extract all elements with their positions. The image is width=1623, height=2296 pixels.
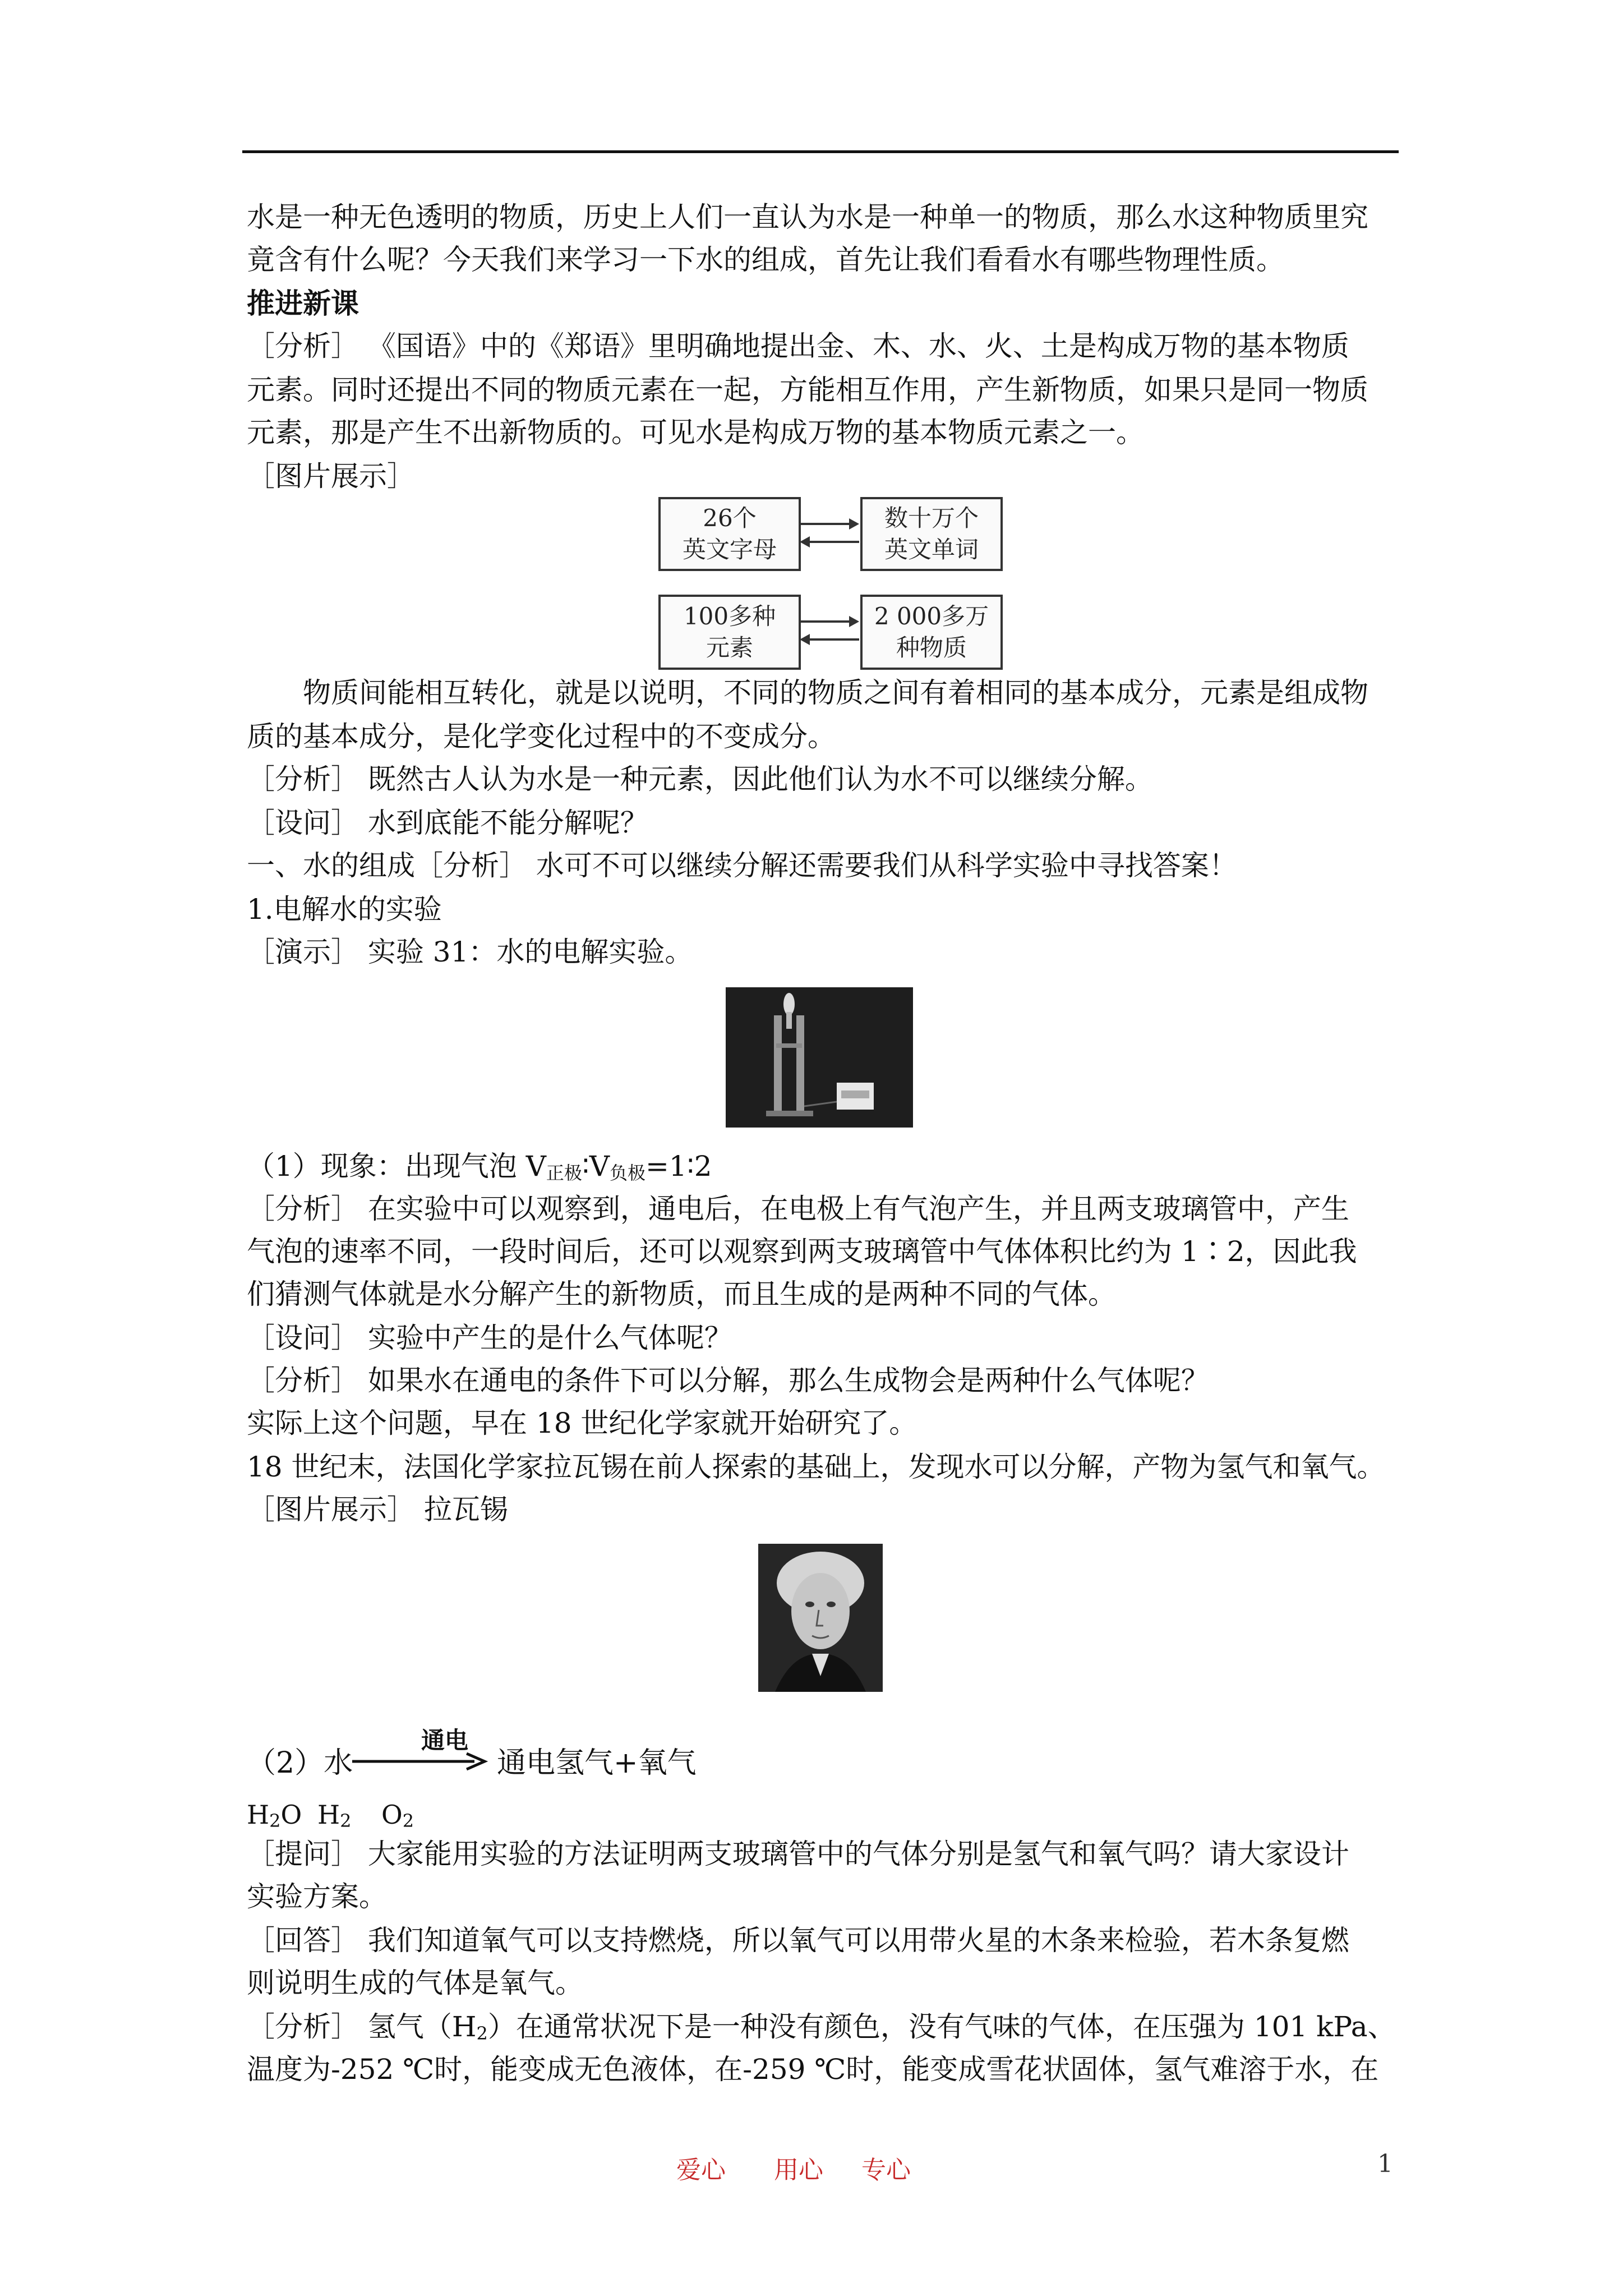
prompt-line-1: ［提问］ 大家能用实验的方法证明两支玻璃管中的气体分别是氢气和氧气吗？请大家设计 <box>247 1838 1349 1870</box>
formula-oxygen-sub: 2 <box>402 1810 414 1832</box>
formula-oxygen-o: O <box>381 1800 403 1830</box>
formula-water-sub: 2 <box>269 1810 281 1832</box>
question-decompose: ［设问］ 水到底能不能分解呢？ <box>247 807 648 839</box>
page-number: 1 <box>1377 2150 1393 2178</box>
formula-water <box>247 1795 302 1841</box>
conversion-line-2: 质的基本成分，是化学变化过程中的不变成分。 <box>247 720 836 753</box>
lavoisier-portrait <box>758 1544 883 1692</box>
observe-line-2: 气泡的速率不同，一段时间后，还可以观察到两支玻璃管中气体体积比约为 1∶2，因此我 <box>247 1235 1357 1268</box>
diagram-box-words-line1: 数十万个 <box>884 504 979 532</box>
history-line-2: 18 世纪末，法国化学家拉瓦锡在前人探索的基础上，发现水可以分解，产物为氢气和氧气。 <box>247 1451 1385 1483</box>
electrolysis-heading: 1.电解水的实验 <box>247 893 442 926</box>
diagram-box-substances <box>860 595 1003 670</box>
diagram-arrows-bottom <box>799 602 860 659</box>
answer-line-2: 则说明生成的气体是氧气。 <box>247 1967 583 1999</box>
reaction-equation <box>247 1743 353 1783</box>
equation-products: 通电氢气+氧气 <box>497 1746 697 1780</box>
picture-label: ［图片展示］ <box>247 460 415 493</box>
equation-reactant: （2）水 <box>247 1746 353 1780</box>
observe-line-1: ［分析］ 在实验中可以观察到，通电后，在电极上有气泡产生，并且两支玻璃管中，产生 <box>247 1193 1349 1225</box>
diagram-box-substances-line2: 种物质 <box>896 634 967 661</box>
footer-item-zhuanxin: 专心 <box>861 2156 911 2184</box>
diagram-box-elements-line2: 元素 <box>706 634 753 661</box>
diagram-box-letters-line2: 英文字母 <box>682 536 777 563</box>
formula-hydrogen-h: H <box>317 1800 340 1830</box>
analysis-gas: ［分析］ 如果水在通电的条件下可以分解，那么生成物会是两种什么气体呢？ <box>247 1364 1209 1397</box>
phenomenon-line <box>247 1147 712 1193</box>
lavoisier-label: ［图片展示］ 拉瓦锡 <box>247 1493 508 1526</box>
prompt-line-2: 实验方案。 <box>247 1880 387 1913</box>
formula-water-o: O <box>280 1800 302 1830</box>
history-line-1: 实际上这个问题，早在 18 世纪化学家就开始研究了。 <box>247 1407 917 1439</box>
ancient-analysis: ［分析］ 既然古人认为水是一种元素，因此他们认为水不可以继续分解。 <box>247 763 1153 795</box>
demo-line: ［演示］ 实验 31：水的电解实验。 <box>247 936 693 968</box>
intro-line-2: 竟含有什么呢？今天我们来学习一下水的组成，首先让我们看看水有哪些物理性质。 <box>247 243 1284 276</box>
hydrogen-suffix: ）在通常状况下是一种没有颜色，没有气味的气体，在压强为 101 kPa、 <box>487 2010 1396 2043</box>
diagram-box-letters-line1: 26个 <box>703 504 757 532</box>
footer-item-yongxin: 用心 <box>774 2156 823 2184</box>
analysis-line-3: 元素，那是产生不出新物质的。可见水是构成万物的基本物质元素之一。 <box>247 416 1144 449</box>
analysis-line-2: 元素。同时还提出不同的物质元素在一起，方能相互作用，产生新物质，如果只是同一物质 <box>247 374 1368 406</box>
phenomenon-sub-negative: 负极 <box>609 1162 645 1184</box>
diagram-box-elements-line1: 100多种 <box>683 602 776 630</box>
phenomenon-mid: ∶V <box>582 1150 610 1182</box>
water-composition-heading: 一、水的组成［分析］ 水可不可以继续分解还需要我们从科学实验中寻找答案！ <box>247 849 1237 882</box>
conversion-line-1: 物质间能相互转化，就是以说明，不同的物质之间有着相同的基本成分，元素是组成物 <box>303 677 1368 709</box>
diagram-box-letters <box>658 497 801 571</box>
footer-item-aixin: 爱心 <box>676 2156 726 2184</box>
analysis-line-1: ［分析］ 《国语》中的《郑语》里明确地提出金、木、水、火、土是构成万物的基本物质 <box>247 330 1349 362</box>
header-rule <box>242 150 1399 153</box>
formula-hydrogen <box>317 1795 351 1841</box>
section-heading: 推进新课 <box>247 287 359 320</box>
hydrogen-line-2: 温度为-252 ℃时，能变成无色液体，在-259 ℃时，能变成雪花状固体，氢气难溶于水，在 <box>247 2053 1379 2086</box>
answer-line-1: ［回答］ 我们知道氧气可以支持燃烧，所以氧气可以用带火星的木条来检验，若木条复燃 <box>247 1924 1349 1957</box>
phenomenon-prefix: （1）现象：出现气泡 V <box>247 1150 546 1182</box>
diagram-box-substances-line1: 2 000多万 <box>874 602 989 630</box>
formula-oxygen <box>381 1795 414 1841</box>
question-gas: ［设问］ 实验中产生的是什么气体呢？ <box>247 1322 732 1354</box>
diagram-box-words <box>860 497 1003 571</box>
diagram-box-words-line2: 英文单词 <box>884 536 979 563</box>
intro-line-1: 水是一种无色透明的物质，历史上人们一直认为水是一种单一的物质，那么水这种物质里究 <box>247 201 1368 233</box>
hydrogen-sub: 2 <box>476 2023 488 2044</box>
formula-water-h: H <box>247 1800 270 1830</box>
hydrogen-line-1 <box>247 2007 1396 2053</box>
phenomenon-ratio: =1∶2 <box>645 1150 712 1182</box>
diagram-arrows-top <box>799 505 860 561</box>
equation-arrow-icon <box>352 1750 489 1773</box>
diagram-box-elements <box>658 595 801 670</box>
formula-hydrogen-sub: 2 <box>340 1810 352 1832</box>
observe-line-3: 们猜测气体就是水分解产生的新物质，而且生成的是两种不同的气体。 <box>247 1278 1116 1310</box>
phenomenon-sub-positive: 正极 <box>546 1162 582 1184</box>
equation-condition: 通电 <box>421 1727 468 1754</box>
electrolysis-photo <box>726 987 913 1128</box>
hydrogen-prefix: ［分析］ 氢气（H <box>247 2010 477 2043</box>
